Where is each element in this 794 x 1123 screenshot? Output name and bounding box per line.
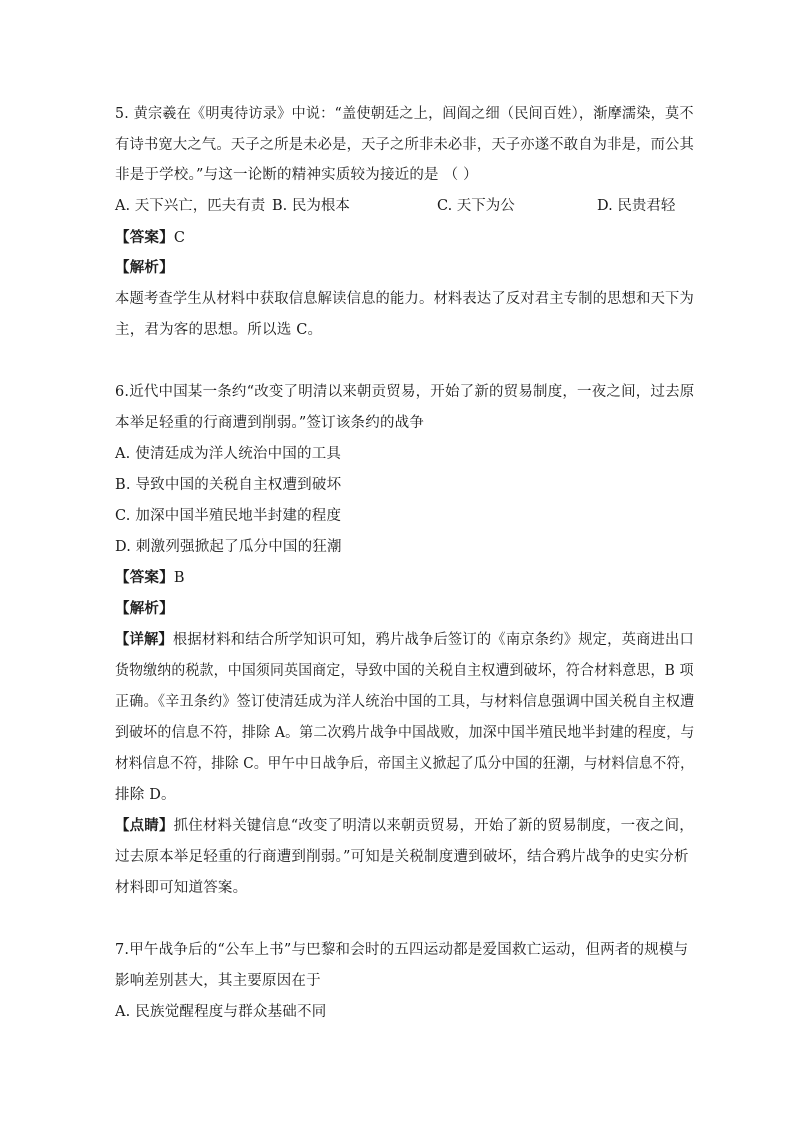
q7-stem-line-2: 影响差别甚大，其主要原因在于 xyxy=(115,973,321,989)
q5-answer-value: C xyxy=(173,230,186,246)
q5-option-b: B. 民为根本 xyxy=(272,198,350,214)
q6-stem-line-1: 6.近代中国某一条约“改变了明清以来朝贡贸易，开始了新的贸易制度，一夜之间，过去原 xyxy=(115,384,695,400)
q6-detail-line-1 xyxy=(115,630,694,650)
q6-stem-line-2: 本举足轻重的行商遭到削弱。”签订该条约的战争 xyxy=(115,415,425,431)
q6-tip-label: 【点睛】 xyxy=(115,817,174,834)
q6-answer xyxy=(115,568,185,588)
q5-stem-line-2: 有诗书宽大之气。天子之所是未必是，天子之所非未必非，天子亦遂不敢自为非是，而公其 xyxy=(115,137,694,153)
q6-option-a: A. 使清廷成为洋人统治中国的工具 xyxy=(115,446,342,462)
q6-option-b: B. 导致中国的关税自主权遭到破坏 xyxy=(115,477,342,493)
q6-option-d: D. 刺激列强掀起了瓜分中国的狂潮 xyxy=(115,539,342,555)
q6-tip-line-1 xyxy=(115,816,694,836)
q6-detail-line-6: 排除 D。 xyxy=(115,787,176,803)
q5-answer xyxy=(115,228,185,248)
q5-option-d: D. 民贵君轻 xyxy=(597,198,676,214)
q6-tip-line-2: 过去原本举足轻重的行商遭到削弱。”可知是关税制度遭到破坏，结合鸦片战争的史实分析 xyxy=(115,849,689,865)
q6-answer-label: 【答案】 xyxy=(115,569,174,586)
q5-analysis-label: 【解析】 xyxy=(115,259,174,276)
q6-detail-label: 【详解】 xyxy=(115,631,173,648)
q6-tip-text-1: 抓住材料关键信息“改变了明清以来朝贡贸易，开始了新的贸易制度，一夜之间， xyxy=(173,818,694,834)
q5-stem-line-1: 5. 黄宗羲在《明夷待访录》中说：“盖使朝廷之上，闾阎之细（民间百姓），渐摩濡染，莫不 xyxy=(115,106,694,122)
q6-option-c: C. 加深中国半殖民地半封建的程度 xyxy=(115,508,342,524)
q7-option-a: A. 民族觉醒程度与群众基础不同 xyxy=(115,1004,327,1020)
q7-stem-line-1: 7.甲午战争后的“公车上书”与巴黎和会时的五四运动都是爱国救亡运动，但两者的规模与 xyxy=(115,942,689,958)
q6-tip-line-3: 材料即可知道答案。 xyxy=(115,880,248,896)
q5-stem-line-3: 非是于学校。”与这一论断的精神实质较为接近的是 （ ） xyxy=(115,167,478,183)
q5-answer-label: 【答案】 xyxy=(115,229,174,246)
q5-option-a: A. 天下兴亡，匹夫有责 xyxy=(115,198,266,214)
q6-answer-value: B xyxy=(173,570,185,586)
q6-analysis-label: 【解析】 xyxy=(115,600,174,617)
q6-detail-line-5: 材料信息不符，排除 C。甲午中日战争后，帝国主义掀起了瓜分中国的狂潮，与材料信息不符， xyxy=(115,756,694,772)
q6-detail-line-2: 货物缴纳的税款，中国须同英国商定，导致中国的关税自主权遭到破坏，符合材料意思，B 项 xyxy=(115,663,694,679)
q6-detail-line-3: 正确。《辛丑条约》签订使清廷成为洋人统治中国的工具，与材料信息强调中国关税自主权遭 xyxy=(115,694,695,710)
q5-option-c: C. 天下为公 xyxy=(437,198,515,214)
q6-detail-line-4: 到破坏的信息不符，排除 A。第二次鸦片战争中国战败，加深中国半殖民地半封建的程度，与 xyxy=(115,725,695,741)
q6-detail-text-1: 根据材料和结合所学知识可知，鸦片战争后签订的《南京条约》规定，英商进出口 xyxy=(172,632,695,648)
q5-analysis-line-2: 主，君为客的思想。所以选 C。 xyxy=(115,322,323,338)
q5-analysis-line-1: 本题考查学生从材料中获取信息解读信息的能力。材料表达了反对君主专制的思想和天下为 xyxy=(115,291,694,307)
